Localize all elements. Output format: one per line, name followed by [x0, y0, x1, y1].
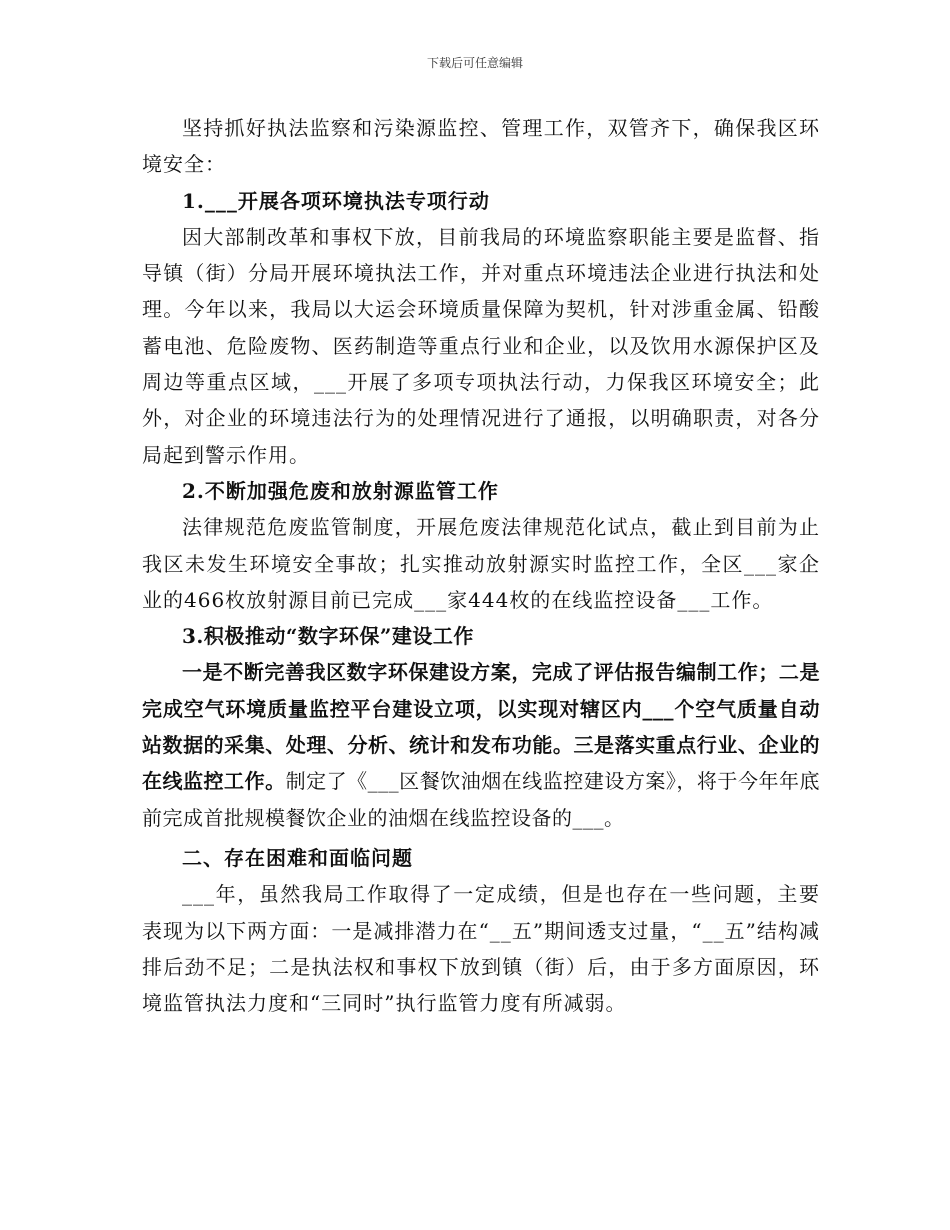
section-3-bold-text: 一是不断完善我区数字环保建设方案，完成了评估报告编制工作；二是完成空气环境质量监控平台建设立项，以实现对辖区内___个空气质量自动站数据的采集、处理、分析、统计和发布功能。三是落实重点行业、企业的在线监控工作。 [142, 660, 820, 794]
document-body [142, 110, 820, 1021]
part-2-heading: 二、存在困难和面临问题 [182, 845, 413, 870]
page-header-note: 下载后可任意编辑 [426, 56, 523, 70]
section-3-normal-text: 制定了《___区餐饮油烟在线监控建设方案》，将于今年年底前完成首批规模餐饮企业的油烟在线监控设备的___。 [142, 769, 820, 830]
section-2-paragraph: 法律规范危废监管制度，开展危废法律规范化试点，截止到目前为止我区未发生环境安全事故；扎实推动放射源实时监控工作，全区___家企业的466枚放射源目前已完成___家444枚的在线监控设备___工作。 [142, 515, 820, 612]
section-3 [142, 618, 820, 836]
section-3-paragraph [142, 654, 820, 835]
section-1-heading: 1.___开展各项环境执法专项行动 [182, 188, 490, 213]
section-2-heading: 2.不断加强危废和放射源监管工作 [182, 478, 499, 503]
part-2-paragraph: ___年，虽然我局工作取得了一定成绩，但是也存在一些问题，主要表现为以下两方面：一是减排潜力在“__五”期间透支过量，“__五”结构减排后劲不足；二是执法权和事权下放到镇（街）后，由于多方面原因，环境监管执法力度和“三同时”执行监管力度有所减弱。 [142, 882, 820, 1016]
section-3-heading: 3.积极推动“数字环保”建设工作 [182, 624, 474, 649]
intro-paragraph: 坚持抓好执法监察和污染源监控、管理工作，双管齐下，确保我区环境安全： [142, 116, 820, 177]
section-1-paragraph: 因大部制改革和事权下放，目前我局的环境监察职能主要是监督、指导镇（街）分局开展环境执法工作，并对重点环境违法企业进行执法和处理。今年以来，我局以大运会环境质量保障为契机，针对涉重金属、铅酸蓄电池、危险废物、医药制造等重点行业和企业，以及饮用水源保护区及周边等重点区域，___开展了多项专项执法行动，力保我区环境安全；此外，对企业的环境违法行为的处理情况进行了通报，以明确职责，对各分局起到警示作用。 [142, 224, 820, 467]
